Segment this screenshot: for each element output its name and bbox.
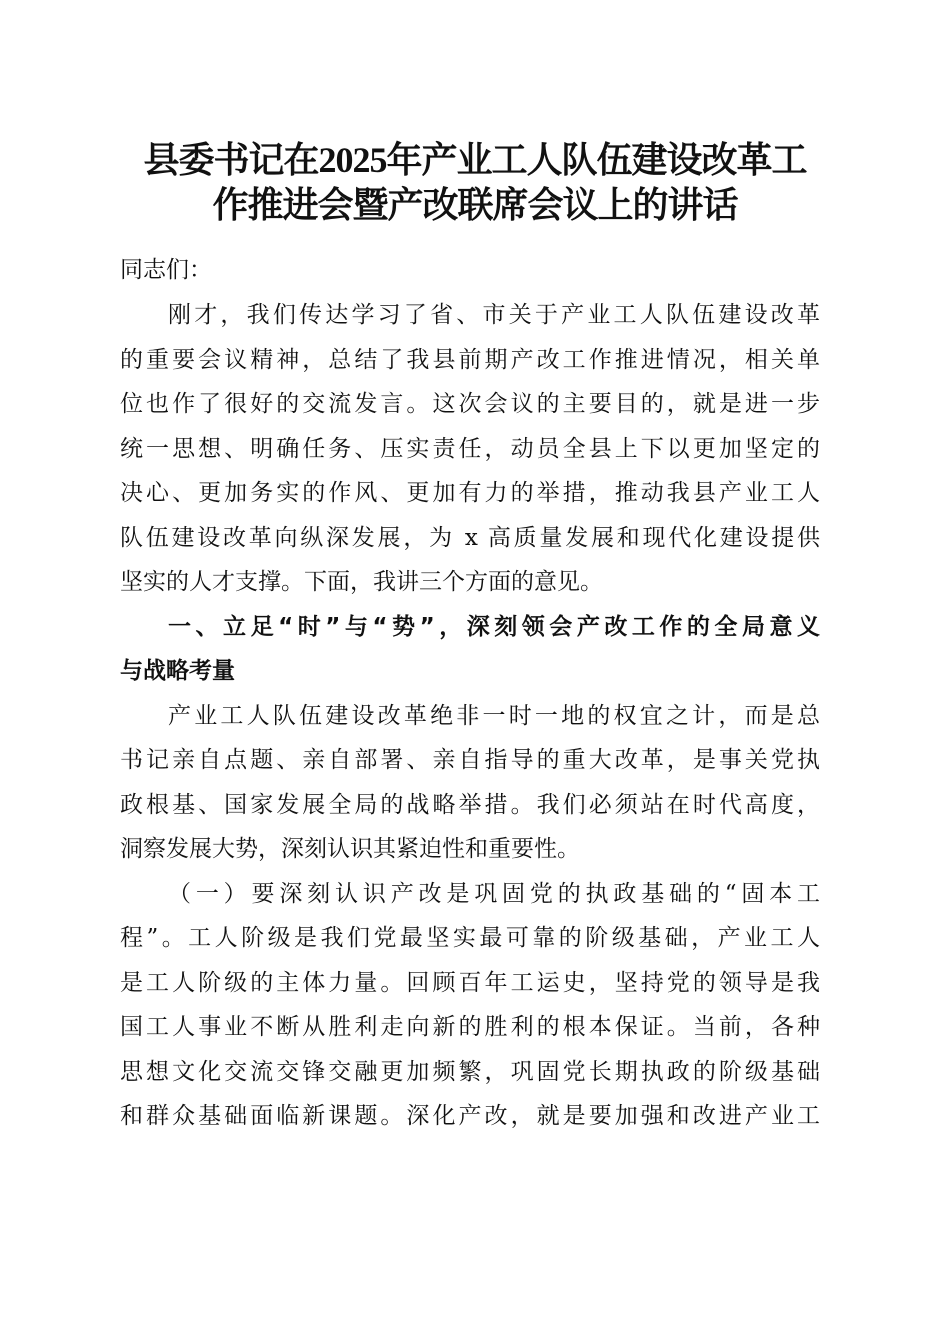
body-text-line: 是工人阶级的主体力量。回顾百年工运史，坚持党的领导是我 — [120, 969, 820, 996]
body-text-line: 队伍建设改革向纵深发展，为 x 高质量发展和现代化建设提供 — [120, 524, 820, 551]
body-text-line: 和群众基础面临新课题。深化产改，就是要加强和改进产业工 — [120, 1103, 820, 1129]
section-heading-line: 一、立足“时”与“势”，深刻领会产改工作的全局意义 — [168, 613, 820, 640]
document-title-line-2: 作推进会暨产改联席会议上的讲话 — [212, 185, 738, 225]
body-text-line: 刚才，我们传达学习了省、市关于产业工人队伍建设改革 — [168, 302, 820, 328]
body-text-line: 统一思想、明确任务、压实责任，动员全县上下以更加坚定的 — [120, 435, 820, 462]
body-text-line: （一）要深刻认识产改是巩固党的执政基础的“固本工 — [168, 880, 820, 907]
body-text-line: 坚实的人才支撑。下面，我讲三个方面的意见。 — [120, 569, 603, 595]
body-text-line: 思想文化交流交锋交融更加频繁，巩固党长期执政的阶级基础 — [120, 1058, 820, 1085]
body-text-line: 决心、更加务实的作风、更加有力的举措，推动我县产业工人 — [120, 480, 820, 506]
body-text-line: 产业工人队伍建设改革绝非一时一地的权宜之计，而是总 — [168, 702, 820, 729]
salutation: 同志们： — [120, 257, 212, 283]
body-text-line: 位也作了很好的交流发言。这次会议的主要目的，就是进一步 — [120, 391, 820, 417]
body-text-line: 的重要会议精神，总结了我县前期产改工作推进情况，相关单 — [120, 346, 820, 373]
body-text-line: 国工人事业不断从胜利走向新的胜利的根本保证。当前，各种 — [120, 1014, 820, 1040]
body-text-line: 洞察发展大势，深刻认识其紧迫性和重要性。 — [120, 836, 580, 862]
body-text-line: 书记亲自点题、亲自部署、亲自指导的重大改革，是事关党执 — [120, 747, 820, 773]
section-heading-line: 与战略考量 — [120, 658, 235, 684]
document-title-line-1: 县委书记在2025年产业工人队伍建设改革工 — [143, 140, 807, 180]
body-text-line: 程”。工人阶级是我们党最坚实最可靠的阶级基础，产业工人 — [120, 925, 820, 951]
body-text-line: 政根基、国家发展全局的战略举措。我们必须站在时代高度， — [120, 791, 820, 818]
